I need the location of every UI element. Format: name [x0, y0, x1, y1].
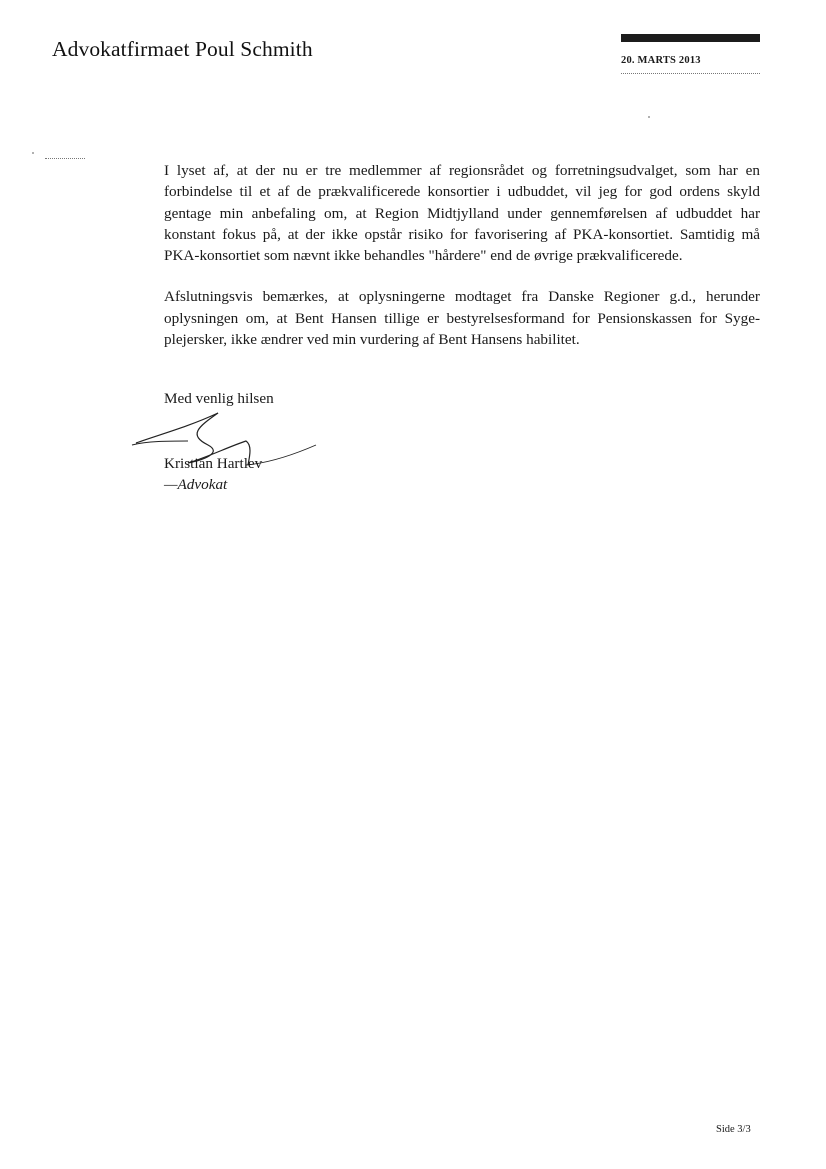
- body-paragraph-2: Afslutningsvis bemærkes, at oplysningerne modtaget fra Danske Regioner g.d., herunder oplysningen om, at Bent Hansen tillige er bestyrelsesformand for Pensionskassen for Syge-plejersker, ikke ændrer ved min vurdering af Bent Hansens habilitet.: [164, 288, 760, 349]
- header-bar: [621, 34, 760, 42]
- scan-speck: [32, 152, 34, 154]
- letter-body: [164, 160, 760, 370]
- signer-name: Kristian Hartlev: [164, 455, 263, 472]
- body-paragraph-1: I lyset af, at der nu er tre medlemmer af regionsrådet og forretningsudvalget, som har en forbindelse til et af de prækvalificerede konsortier i udbuddet, vil jeg for god ordens skyld gentage min anbefaling om, at Region Midtjylland under gennemførelsen af udbuddet har konstant fokus på, at der ikke opstår risiko for favorisering af PKA-konsortiet. Samtidig må PKA-konsortiet som nævnt ikke behandles "hårdere" end de øvrige prækvalificerede.: [164, 162, 760, 265]
- closing-greeting: Med venlig hilsen: [164, 390, 274, 407]
- page-number: Side 3/3: [716, 1124, 751, 1135]
- date-block: [621, 34, 761, 74]
- date-dotted-rule: [621, 73, 760, 74]
- signer-title: —Advokat: [164, 476, 228, 493]
- scan-speck: [648, 116, 650, 118]
- margin-dotted-rule: [45, 158, 85, 159]
- letter-date: 20. MARTS 2013: [621, 55, 701, 66]
- firm-name: Advokatfirmaet Poul Schmith: [52, 37, 313, 61]
